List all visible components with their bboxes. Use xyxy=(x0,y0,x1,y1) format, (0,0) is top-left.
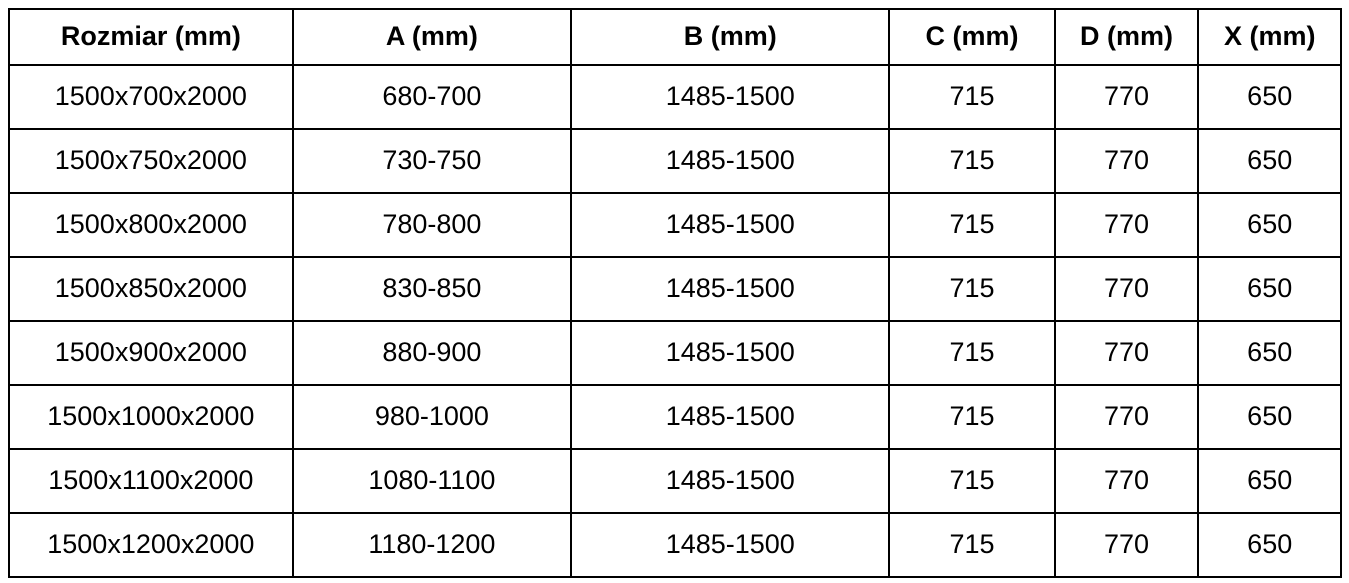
table-row xyxy=(9,321,1341,385)
cell-c: 715 xyxy=(889,129,1054,193)
cell-rozmiar: 1500x1100x2000 xyxy=(9,449,293,513)
size-spec-table xyxy=(8,8,1342,578)
cell-c: 715 xyxy=(889,513,1054,577)
cell-a: 880-900 xyxy=(293,321,571,385)
cell-d: 770 xyxy=(1055,513,1199,577)
cell-d: 770 xyxy=(1055,65,1199,129)
cell-x: 650 xyxy=(1198,321,1341,385)
cell-rozmiar: 1500x700x2000 xyxy=(9,65,293,129)
table-row xyxy=(9,257,1341,321)
cell-x: 650 xyxy=(1198,65,1341,129)
column-header-rozmiar: Rozmiar (mm) xyxy=(9,9,293,65)
column-header-c: C (mm) xyxy=(889,9,1054,65)
table-row xyxy=(9,193,1341,257)
cell-d: 770 xyxy=(1055,385,1199,449)
cell-c: 715 xyxy=(889,257,1054,321)
column-header-x: X (mm) xyxy=(1198,9,1341,65)
cell-rozmiar: 1500x850x2000 xyxy=(9,257,293,321)
cell-a: 980-1000 xyxy=(293,385,571,449)
header-row xyxy=(9,9,1341,65)
cell-x: 650 xyxy=(1198,513,1341,577)
cell-b: 1485-1500 xyxy=(571,257,889,321)
cell-d: 770 xyxy=(1055,257,1199,321)
cell-a: 1080-1100 xyxy=(293,449,571,513)
cell-c: 715 xyxy=(889,321,1054,385)
cell-x: 650 xyxy=(1198,257,1341,321)
cell-rozmiar: 1500x800x2000 xyxy=(9,193,293,257)
cell-a: 730-750 xyxy=(293,129,571,193)
column-header-a: A (mm) xyxy=(293,9,571,65)
cell-x: 650 xyxy=(1198,129,1341,193)
cell-b: 1485-1500 xyxy=(571,385,889,449)
cell-a: 830-850 xyxy=(293,257,571,321)
cell-a: 680-700 xyxy=(293,65,571,129)
cell-a: 780-800 xyxy=(293,193,571,257)
cell-b: 1485-1500 xyxy=(571,65,889,129)
cell-rozmiar: 1500x1200x2000 xyxy=(9,513,293,577)
cell-b: 1485-1500 xyxy=(571,129,889,193)
table-row xyxy=(9,385,1341,449)
cell-x: 650 xyxy=(1198,385,1341,449)
cell-c: 715 xyxy=(889,65,1054,129)
column-header-b: B (mm) xyxy=(571,9,889,65)
cell-rozmiar: 1500x900x2000 xyxy=(9,321,293,385)
table-row xyxy=(9,65,1341,129)
cell-d: 770 xyxy=(1055,193,1199,257)
cell-c: 715 xyxy=(889,449,1054,513)
cell-c: 715 xyxy=(889,193,1054,257)
cell-d: 770 xyxy=(1055,449,1199,513)
cell-rozmiar: 1500x1000x2000 xyxy=(9,385,293,449)
table-row xyxy=(9,449,1341,513)
cell-d: 770 xyxy=(1055,129,1199,193)
column-header-d: D (mm) xyxy=(1055,9,1199,65)
cell-a: 1180-1200 xyxy=(293,513,571,577)
cell-x: 650 xyxy=(1198,193,1341,257)
cell-x: 650 xyxy=(1198,449,1341,513)
cell-b: 1485-1500 xyxy=(571,321,889,385)
table-row xyxy=(9,513,1341,577)
cell-rozmiar: 1500x750x2000 xyxy=(9,129,293,193)
cell-b: 1485-1500 xyxy=(571,193,889,257)
cell-c: 715 xyxy=(889,385,1054,449)
table-row xyxy=(9,129,1341,193)
cell-b: 1485-1500 xyxy=(571,449,889,513)
cell-b: 1485-1500 xyxy=(571,513,889,577)
cell-d: 770 xyxy=(1055,321,1199,385)
